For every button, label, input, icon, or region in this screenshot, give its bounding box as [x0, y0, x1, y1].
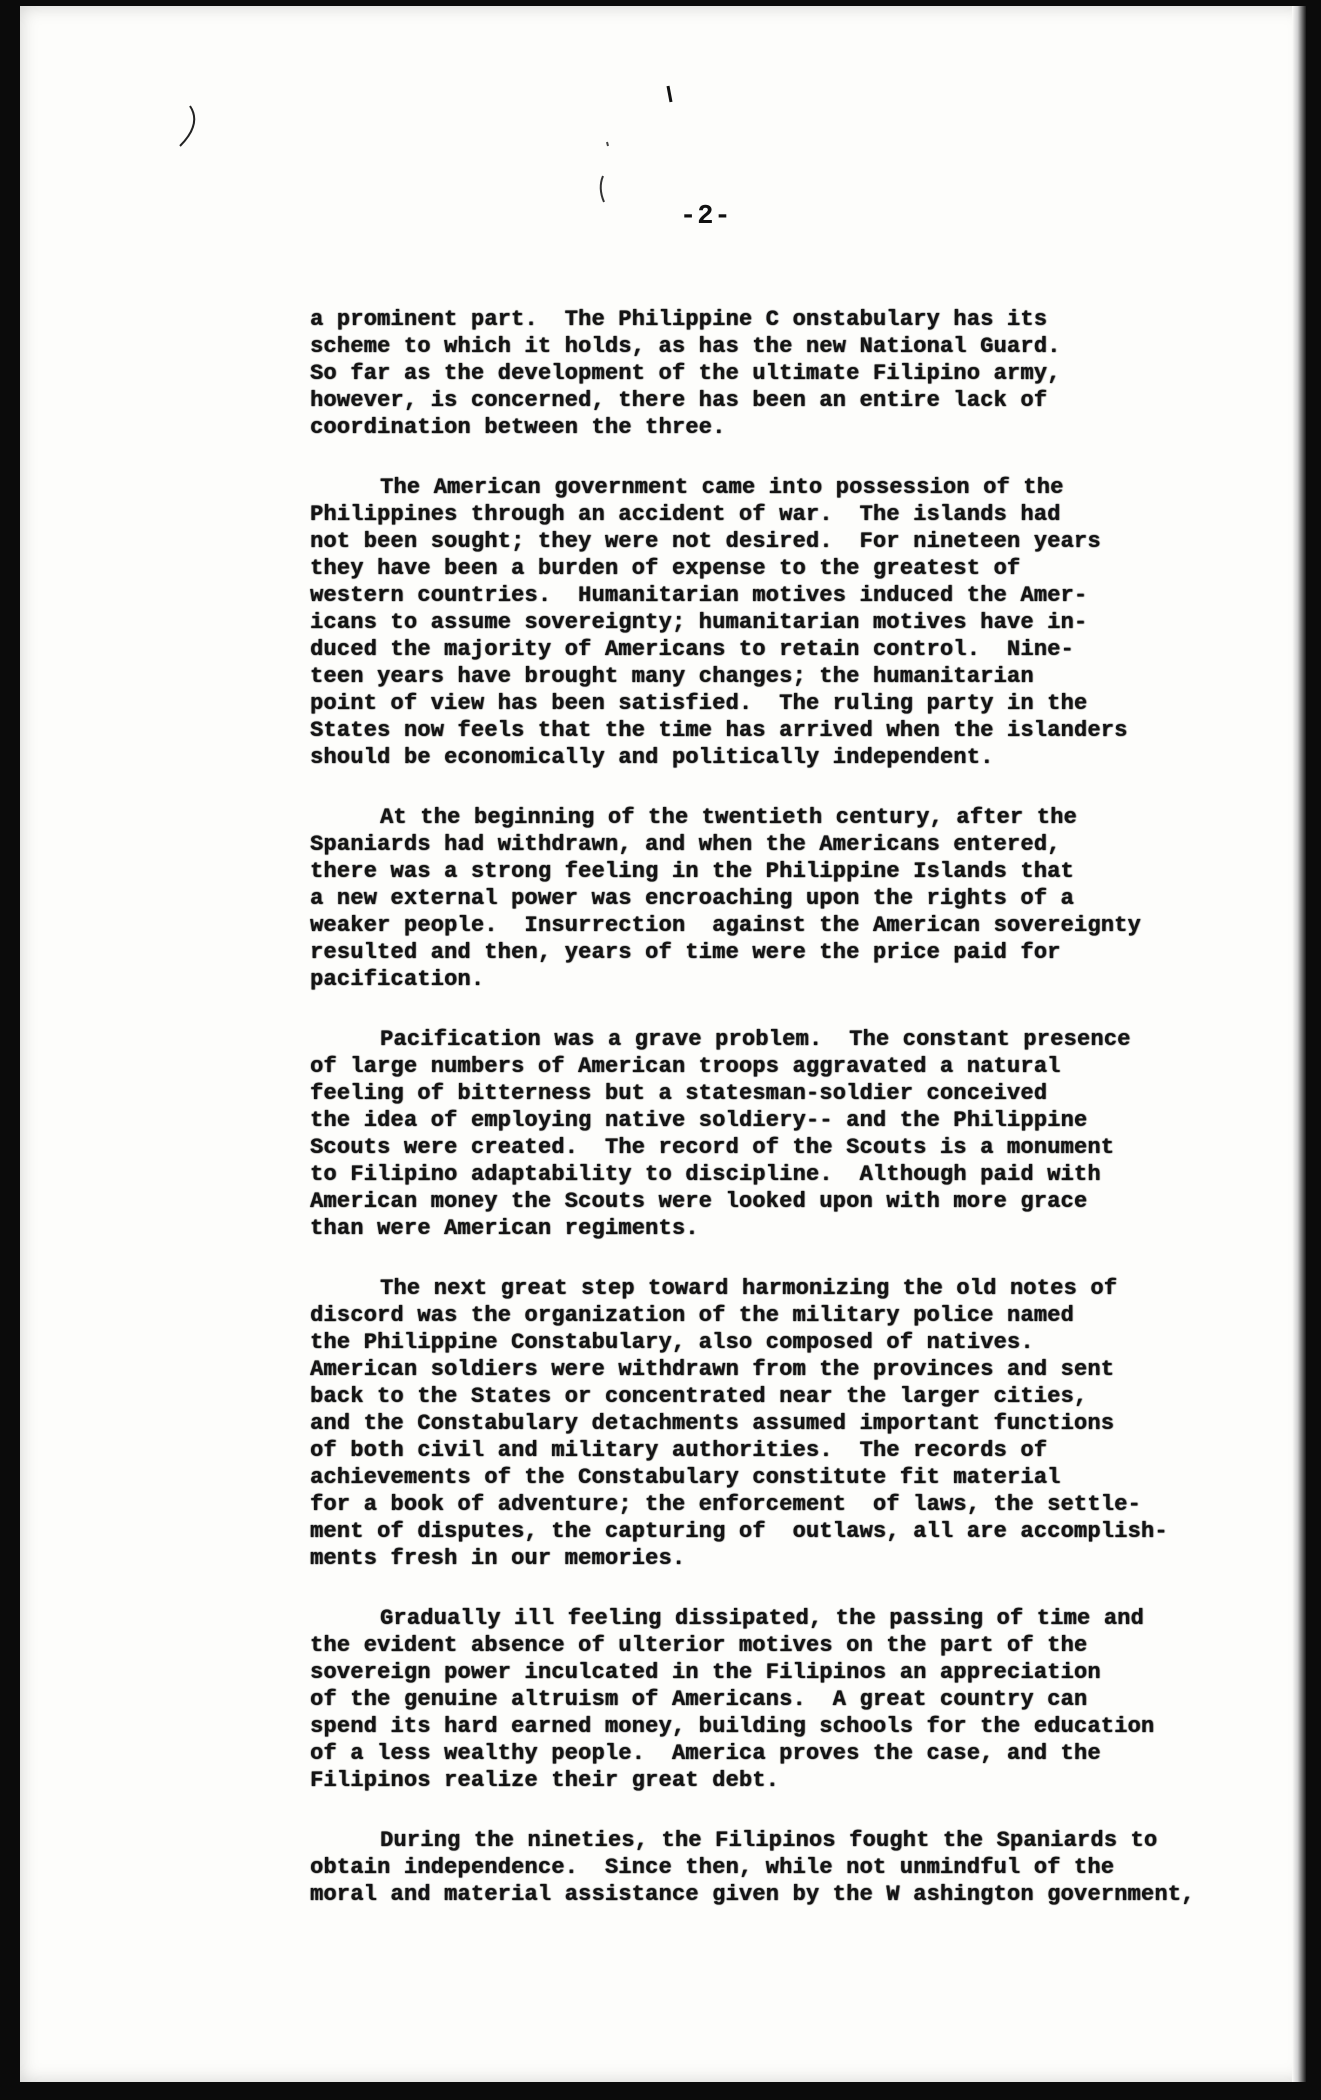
text-line: the Philippine Constabulary, also composed of natives.: [310, 1330, 1034, 1355]
text-line: spend its hard earned money, building schools for the education: [310, 1714, 1155, 1739]
text-line: ment of disputes, the capturing of outlaws, all are accomplish-: [310, 1519, 1168, 1544]
text-line: of both civil and military authorities. The records of: [310, 1438, 1048, 1463]
text-line: a new external power was encroaching upon the rights of a: [310, 886, 1074, 911]
text-line: At the beginning of the twentieth century, after the: [380, 805, 1077, 830]
text-line: of the genuine altruism of Americans. A great country can: [310, 1687, 1088, 1712]
text-line: achievements of the Constabulary constitute fit material: [310, 1465, 1061, 1490]
document-page: [20, 6, 1306, 2082]
text-line: scheme to which it holds, as has the new National Guard.: [310, 334, 1061, 359]
text-line: Filipinos realize their great debt.: [310, 1768, 780, 1793]
text-line: weaker people. Insurrection against the American sovereignty: [310, 913, 1141, 938]
text-line: Spaniards had withdrawn, and when the Americans entered,: [310, 832, 1061, 857]
text-line: point of view has been satisfied. The ruling party in the: [310, 691, 1088, 716]
text-line: The next great step toward harmonizing the old notes of: [380, 1276, 1118, 1301]
text-line: coordination between the three.: [310, 415, 726, 440]
text-line: The American government came into possession of the: [380, 475, 1064, 500]
paragraph: [310, 1605, 1210, 1794]
text-line: obtain independence. Since then, while not unmindful of the: [310, 1855, 1115, 1880]
text-line: the evident absence of ulterior motives on the part of the: [310, 1633, 1088, 1658]
page-number: -2-: [680, 202, 732, 232]
stray-tick-mark: [668, 86, 671, 102]
paragraph: [310, 474, 1210, 771]
text-line: than were American regiments.: [310, 1216, 699, 1241]
paragraph: [310, 804, 1210, 993]
text-line: of a less wealthy people. America proves the case, and the: [310, 1741, 1101, 1766]
paragraph: [310, 1275, 1210, 1572]
stray-scratch-mark: [601, 176, 604, 202]
paragraph: [310, 306, 1210, 441]
document-body: [310, 306, 1210, 1941]
text-line: not been sought; they were not desired. For nineteen years: [310, 529, 1101, 554]
text-line: a prominent part. The Philippine C onstabulary has its: [310, 307, 1048, 332]
text-line: American soldiers were withdrawn from the provinces and sent: [310, 1357, 1115, 1382]
text-line: western countries. Humanitarian motives induced the Amer-: [310, 583, 1088, 608]
text-line: During the nineties, the Filipinos fought the Spaniards to: [380, 1828, 1158, 1853]
text-line: Philippines through an accident of war. The islands had: [310, 502, 1061, 527]
text-line: duced the majority of Americans to retain control. Nine-: [310, 637, 1074, 662]
stray-dot-mark: [607, 142, 608, 146]
text-line: for a book of adventure; the enforcement of laws, the settle-: [310, 1492, 1141, 1517]
text-line: feeling of bitterness but a statesman-soldier conceived: [310, 1081, 1048, 1106]
text-line: however, is concerned, there has been an entire lack of: [310, 388, 1048, 413]
text-line: Pacification was a grave problem. The constant presence: [380, 1027, 1131, 1052]
text-line: icans to assume sovereignty; humanitarian motives have in-: [310, 610, 1088, 635]
text-line: there was a strong feeling in the Philippine Islands that: [310, 859, 1074, 884]
text-line: pacification.: [310, 967, 485, 992]
text-line: Gradually ill feeling dissipated, the passing of time and: [380, 1606, 1144, 1631]
text-line: they have been a burden of expense to the greatest of: [310, 556, 1021, 581]
text-line: sovereign power inculcated in the Filipinos an appreciation: [310, 1660, 1101, 1685]
stray-pen-mark: [180, 106, 194, 146]
text-line: resulted and then, years of time were the price paid for: [310, 940, 1061, 965]
text-line: should be economically and politically independent.: [310, 745, 994, 770]
paragraph: [310, 1827, 1210, 1908]
text-line: moral and material assistance given by the W ashington government,: [310, 1882, 1195, 1907]
text-line: the idea of employing native soldiery-- and the Philippine: [310, 1108, 1088, 1133]
text-line: So far as the development of the ultimate Filipino army,: [310, 361, 1061, 386]
text-line: to Filipino adaptability to discipline. Although paid with: [310, 1162, 1101, 1187]
text-line: States now feels that the time has arrived when the islanders: [310, 718, 1128, 743]
text-line: and the Constabulary detachments assumed important functions: [310, 1411, 1115, 1436]
text-line: discord was the organization of the military police named: [310, 1303, 1074, 1328]
text-line: Scouts were created. The record of the Scouts is a monument: [310, 1135, 1115, 1160]
paragraph: [310, 1026, 1210, 1242]
text-line: teen years have brought many changes; the humanitarian: [310, 664, 1034, 689]
text-line: American money the Scouts were looked upon with more grace: [310, 1189, 1088, 1214]
text-line: back to the States or concentrated near the larger cities,: [310, 1384, 1088, 1409]
text-line: of large numbers of American troops aggravated a natural: [310, 1054, 1061, 1079]
text-line: ments fresh in our memories.: [310, 1546, 686, 1571]
